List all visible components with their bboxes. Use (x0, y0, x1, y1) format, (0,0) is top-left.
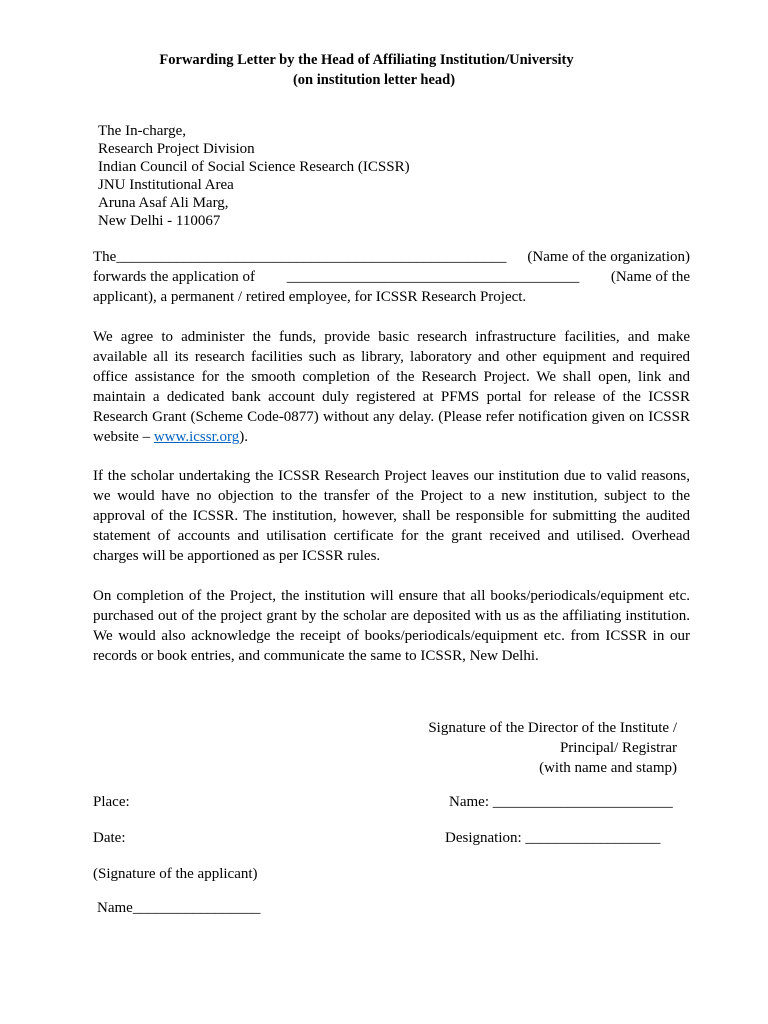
signature-block (428, 718, 677, 778)
applicant-name-field: Name_________________ (97, 900, 261, 916)
paragraph-transfer: If the scholar undertaking the ICSSR Research Project leaves our institution due to valid reasons, we would have no objection to the transfer of the Project to a new institution, subject to the approval of the ICSSR. The institution, however, shall be responsible for submitting the audited statement of accounts and utilisation certificate for the grant received and utilised. Overhead charges will be apportioned as per ICSSR rules. (93, 468, 690, 564)
signature-line-2: Principal/ Registrar (559, 740, 677, 756)
letter-heading (0, 50, 768, 90)
paragraph-completion: On completion of the Project, the institution will ensure that all books/periodicals/equipment etc. purchased out of the project grant by the scholar are deposited with us as the affiliating institution. We would also acknowledge the receipt of books/periodicals/equipment etc. from ICSSR in our records or book entries, and communicate the same to ICSSR, New Delhi. (93, 588, 690, 664)
name-field: Name: ________________________ (449, 794, 673, 810)
applicant-hint: (Name of the (610, 269, 690, 285)
place-label: Place: (93, 794, 130, 810)
address-line: Research Project Division (98, 141, 255, 157)
address-line: New Delhi - 110067 (98, 213, 221, 229)
letter-title: Forwarding Letter by the Head of Affiliating Institution/University (159, 52, 574, 68)
forwarding-line-2 (93, 267, 690, 287)
applicant-signature-label: (Signature of the applicant) (93, 866, 258, 882)
forwards-text: forwards the application of (93, 269, 256, 285)
recipient-address (98, 122, 410, 230)
forwarding-line-3: applicant), a permanent / retired employee, for ICSSR Research Project. (93, 289, 527, 305)
applicant-blank: _______________________________________ (286, 269, 580, 285)
organization-hint: (Name of the organization) (527, 249, 690, 265)
address-line: The In-charge, (98, 123, 187, 139)
icssr-website-link[interactable]: www.icssr.org (153, 429, 240, 445)
address-line: JNU Institutional Area (98, 177, 234, 193)
address-line: Aruna Asaf Ali Marg, (98, 195, 229, 211)
forwarding-line-1 (93, 247, 690, 267)
forwarding-paragraph (93, 247, 690, 307)
signature-line-3: (with name and stamp) (539, 760, 677, 776)
address-line: Indian Council of Social Science Research (ICSSR) (98, 159, 410, 175)
paragraph-funds-end: ). (239, 429, 248, 445)
letter-subtitle: (on institution letter head) (292, 72, 456, 88)
date-label: Date: (93, 830, 126, 846)
paragraph-funds (93, 327, 690, 447)
signature-line-1: Signature of the Director of the Institute / (428, 720, 677, 736)
forwarding-prefix: The (93, 249, 117, 265)
paragraph-funds-text: We agree to administer the funds, provide basic research infrastructure facilities, and make available all its research facilities such as library, laboratory and other equipment and required office assistance for the smooth completion of the Research Project. We shall open, link and maintain a dedicated bank account duly registered at PFMS portal for release of the ICSSR Research Grant (Scheme Code-0877) without any delay. (Please refer notification given on ICSSR website – (93, 329, 690, 445)
designation-field: Designation: __________________ (445, 830, 661, 846)
organization-blank: ____________________________________________________ (116, 249, 507, 265)
